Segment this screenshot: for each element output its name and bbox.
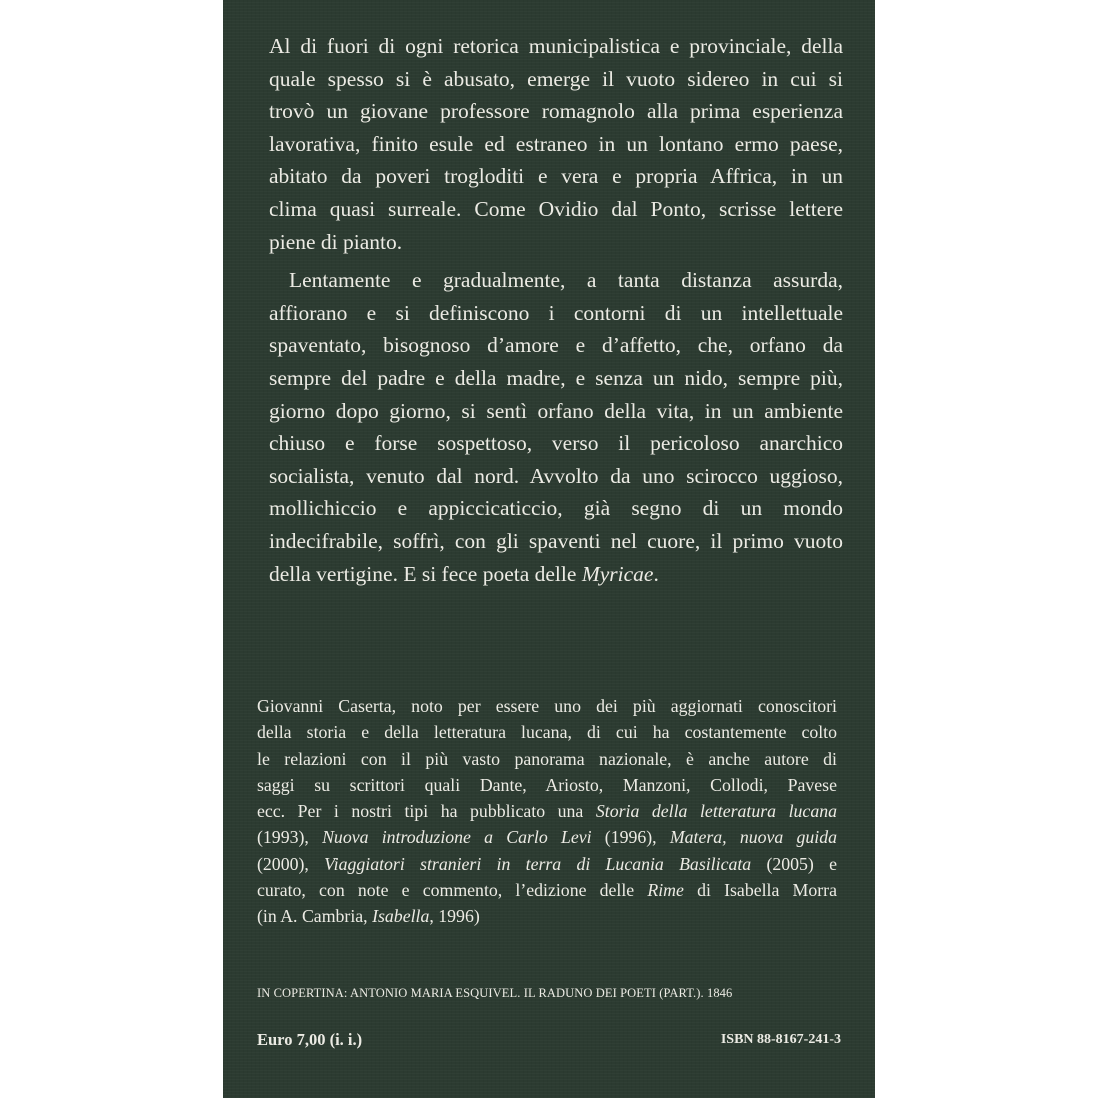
blurb-line xyxy=(269,558,843,591)
blurb-line: quale spesso si è abusato, emerge il vuoto sidereo in cui si xyxy=(269,66,843,91)
blurb-line: piene di pianto. xyxy=(269,229,403,254)
bio-text-run: , 1996) xyxy=(429,906,480,927)
bio-line xyxy=(257,903,837,929)
bio-line: saggi su scrittori quali Dante, Ariosto, Manzoni, Collodi, Pavese xyxy=(257,774,837,795)
isbn: ISBN 88-8167-241-3 xyxy=(720,1032,841,1047)
blurb-line: socialista, venuto dal nord. Avvolto da uno scirocco uggioso, xyxy=(269,463,843,488)
myricae-title: Myricae xyxy=(581,561,654,586)
author-bio xyxy=(257,693,837,930)
cover-credit: IN COPERTINA: ANTONIO MARIA ESQUIVEL. IL RADUNO DEI POETI (PART.). 1846 xyxy=(257,986,733,1000)
book-title: Rime xyxy=(647,880,684,901)
book-title: Matera, nuova guida xyxy=(669,827,837,848)
back-cover xyxy=(223,0,875,1098)
bio-text-run: ecc. Per i nostri tipi ha pubblicato una xyxy=(257,801,596,822)
blurb-text-run: della vertigine. E si fece poeta delle xyxy=(269,561,582,586)
blurb-line: abitato da poveri trogloditi e vera e propria Affrica, in un xyxy=(269,164,843,189)
bio-line xyxy=(257,824,837,850)
bio-line xyxy=(257,851,837,877)
blurb-line: trovò un giovane professore romagnolo alla prima esperienza xyxy=(269,99,843,124)
price: Euro 7,00 (i. i.) xyxy=(257,1030,363,1049)
blurb-line: chiuso e forse sospettoso, verso il pericoloso anarchico xyxy=(269,431,843,456)
book-title: Storia della letteratura lucana xyxy=(595,801,837,822)
blurb-line: lavorativa, finito esule ed estraneo in un lontano ermo paese, xyxy=(269,131,843,156)
book-title: Viaggiatori stranieri in terra di Lucania Basilicata xyxy=(324,853,752,874)
blurb-line: giorno dopo giorno, si sentì orfano della vita, in un ambiente xyxy=(269,398,843,423)
book-title: Isabella xyxy=(372,906,430,927)
bio-line: della storia e della letteratura lucana, di cui ha costantemente colto xyxy=(257,722,837,743)
bio-text-run: (in A. Cambria, xyxy=(257,906,373,927)
blurb-line: clima quasi surreale. Come Ovidio dal Ponto, scrisse lettere xyxy=(269,196,843,221)
bio-text-run: (1993), xyxy=(257,827,323,848)
bio-text-run: di Isabella Morra xyxy=(683,880,837,901)
bio-line xyxy=(257,877,837,903)
bio-text-run: curato, con note e commento, l’edizione delle xyxy=(257,880,648,901)
blurb-line: indecifrabile, soffrì, con gli spaventi nel cuore, il primo vuoto xyxy=(269,528,843,553)
blurb-text xyxy=(269,30,843,590)
bio-line: Giovanni Caserta, noto per essere uno dei più aggiornati conoscitori xyxy=(257,696,837,716)
blurb-line: sempre del padre e della madre, e senza un nido, sempre più, xyxy=(269,365,843,390)
blurb-text-run: . xyxy=(653,561,659,586)
bio-line xyxy=(257,798,837,824)
blurb-line: affiorano e si definiscono i contorni di un intellettuale xyxy=(269,300,843,325)
blurb-line: mollichiccio e appiccicaticcio, già segno di un mondo xyxy=(269,496,843,521)
blurb-line: spaventato, bisognoso d’amore e d’affetto, che, orfano da xyxy=(269,333,843,358)
bio-line: le relazioni con il più vasto panorama nazionale, è anche autore di xyxy=(257,748,837,769)
blurb-line: Al di fuori di ogni retorica municipalistica e provinciale, della xyxy=(269,34,843,58)
bio-text-run: (1996), xyxy=(591,827,670,848)
blurb-line: Lentamente e gradualmente, a tanta distanza assurda, xyxy=(289,268,843,293)
book-title: Nuova introduzione a Carlo Levi xyxy=(322,827,592,848)
bio-text-run: (2000), xyxy=(257,853,325,874)
bio-text-run: (2005) e xyxy=(751,853,837,874)
